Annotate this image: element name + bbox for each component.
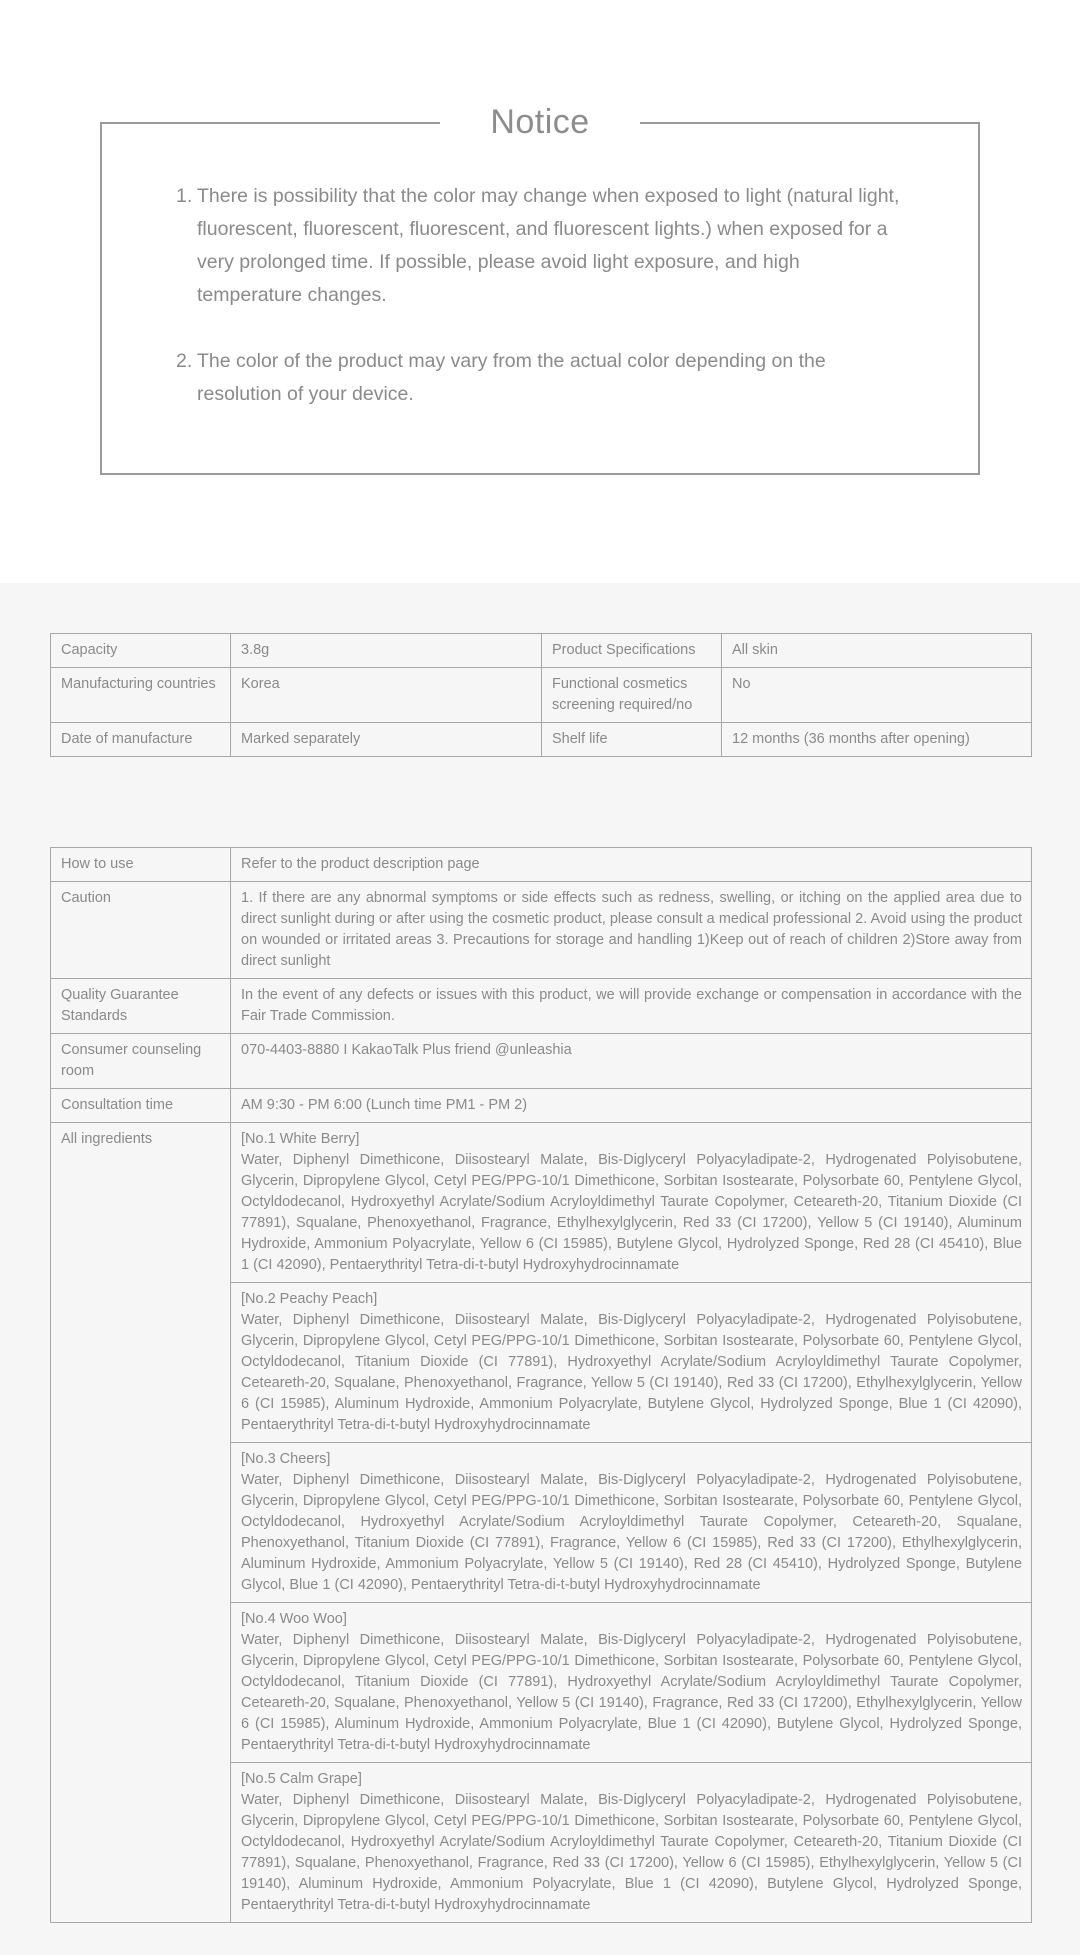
ingredient-cell	[231, 1123, 1032, 1283]
detail-value: Refer to the product description page	[231, 848, 1032, 882]
ingredient-shade-name: [No.1 White Berry]	[241, 1131, 360, 1147]
ingredient-shade-name: [No.4 Woo Woo]	[241, 1611, 347, 1627]
table-row	[51, 1123, 1032, 1283]
detail-label: Caution	[51, 882, 231, 979]
ingredients-label: All ingredients	[51, 1123, 231, 1923]
ingredient-shade-name: [No.5 Calm Grape]	[241, 1771, 362, 1787]
spec-value: No	[722, 668, 1032, 723]
notice-item	[176, 345, 906, 411]
spec-value: All skin	[722, 634, 1032, 668]
detail-label: Consumer counseling room	[51, 1034, 231, 1089]
table-row	[51, 1034, 1032, 1089]
spec-label: Date of manufacture	[51, 723, 231, 757]
table-row	[51, 979, 1032, 1034]
spec-value: Marked separately	[231, 723, 542, 757]
ingredient-cell	[231, 1283, 1032, 1443]
spec-label: Capacity	[51, 634, 231, 668]
table-row	[51, 848, 1032, 882]
notice-item-number: 1.	[176, 185, 193, 207]
notice-item-number: 2.	[176, 350, 193, 372]
detail-label: How to use	[51, 848, 231, 882]
table-row	[51, 634, 1032, 668]
spec-label: Shelf life	[542, 723, 722, 757]
notice-section	[0, 0, 1080, 583]
notice-item	[176, 180, 906, 312]
detail-value: In the event of any defects or issues with this product, we will provide exchange or compensation in accordance with the Fair Trade Commission.	[231, 979, 1032, 1034]
ingredient-cell	[231, 1763, 1032, 1923]
notice-title: Notice	[440, 100, 640, 144]
ingredient-cell	[231, 1443, 1032, 1603]
ingredient-cell	[231, 1603, 1032, 1763]
spec-value: Korea	[231, 668, 542, 723]
spec-value: 3.8g	[231, 634, 542, 668]
ingredient-list: Water, Diphenyl Dimethicone, Diisostearyl Malate, Bis-Diglyceryl Polyacyladipate-2, Hydrogenated Polyisobutene, Glycerin, Dipropylene Glycol, Cetyl PEG/PPG-10/1 Dimethicone, Sorbitan Isostearate, Polysorbate 60, Pentylene Glycol, Octyldodecanol, Titanium Dioxide (CI 77891), Hydroxyethyl Acrylate/Sodium Acryloyldimethyl Taurate Copolymer, Ceteareth-20, Squalane, Phenoxyethanol, Fragrance, Yellow 5 (CI 19140), Red 33 (CI 17200), Ethylhexylglycerin, Yellow 6 (CI 15985), Aluminum Hydroxide, Ammonium Polyacrylate, Butylene Glycol, Hydrolyzed Sponge, Blue 1 (CI 42090), Pentaerythrityl Tetra-di-t-butyl Hydroxyhydrocinnamate	[241, 1312, 1022, 1433]
table-row	[51, 1089, 1032, 1123]
spec-label: Product Specifications	[542, 634, 722, 668]
notice-item-text: The color of the product may vary from the actual color depending on the resolution of your device.	[197, 350, 826, 405]
ingredient-shade-name: [No.2 Peachy Peach]	[241, 1291, 378, 1307]
detail-value: 1. If there are any abnormal symptoms or side effects such as redness, swelling, or itching on the applied area due to direct sunlight during or after using the cosmetic product, please consult a medical professional 2. Avoid using the product on wounded or irritated areas 3. Precautions for storage and handling 1)Keep out of reach of children 2)Store away from direct sunlight	[231, 882, 1032, 979]
ingredient-list: Water, Diphenyl Dimethicone, Diisostearyl Malate, Bis-Diglyceryl Polyacyladipate-2, Hydrogenated Polyisobutene, Glycerin, Dipropylene Glycol, Cetyl PEG/PPG-10/1 Dimethicone, Sorbitan Isostearate, Polysorbate 60, Pentylene Glycol, Octyldodecanol, Titanium Dioxide (CI 77891), Hydroxyethyl Acrylate/Sodium Acryloyldimethyl Taurate Copolymer, Ceteareth-20, Squalane, Phenoxyethanol, Yellow 5 (CI 19140), Fragrance, Red 33 (CI 17200), Ethylhexylglycerin, Yellow 6 (CI 15985), Aluminum Hydroxide, Ammonium Polyacrylate, Blue 1 (CI 42090), Butylene Glycol, Hydrolyzed Sponge, Pentaerythrityl Tetra-di-t-butyl Hydroxyhydrocinnamate	[241, 1632, 1022, 1753]
table-row	[51, 723, 1032, 757]
spec-value: 12 months (36 months after opening)	[722, 723, 1032, 757]
detail-value: AM 9:30 - PM 6:00 (Lunch time PM1 - PM 2)	[231, 1089, 1032, 1123]
detail-label: Quality Guarantee Standards	[51, 979, 231, 1034]
ingredient-list: Water, Diphenyl Dimethicone, Diisostearyl Malate, Bis-Diglyceryl Polyacyladipate-2, Hydrogenated Polyisobutene, Glycerin, Dipropylene Glycol, Cetyl PEG/PPG-10/1 Dimethicone, Sorbitan Isostearate, Polysorbate 60, Pentylene Glycol, Octyldodecanol, Hydroxyethyl Acrylate/Sodium Acryloyldimethyl Taurate Copolymer, Ceteareth-20, Titanium Dioxide (CI 77891), Squalane, Phenoxyethanol, Fragrance, Red 33 (CI 17200), Yellow 6 (CI 15985), Ethylhexylglycerin, Yellow 5 (CI 19140), Aluminum Hydroxide, Ammonium Polyacrylate, Blue 1 (CI 42090), Butylene Glycol, Hydrolyzed Sponge, Pentaerythrityl Tetra-di-t-butyl Hydroxyhydrocinnamate	[241, 1792, 1022, 1913]
table-row	[51, 668, 1032, 723]
info-section	[0, 583, 1080, 1955]
spec-table	[50, 633, 1032, 757]
detail-value: 070-4403-8880 I KakaoTalk Plus friend @unleashia	[231, 1034, 1032, 1089]
ingredient-list: Water, Diphenyl Dimethicone, Diisostearyl Malate, Bis-Diglyceryl Polyacyladipate-2, Hydrogenated Polyisobutene, Glycerin, Dipropylene Glycol, Cetyl PEG/PPG-10/1 Dimethicone, Sorbitan Isostearate, Polysorbate 60, Pentylene Glycol, Octyldodecanol, Hydroxyethyl Acrylate/Sodium Acryloyldimethyl Taurate Copolymer, Ceteareth-20, Titanium Dioxide (CI 77891), Squalane, Phenoxyethanol, Fragrance, Ethylhexylglycerin, Red 33 (CI 17200), Yellow 5 (CI 19140), Aluminum Hydroxide, Ammonium Polyacrylate, Yellow 6 (CI 15985), Butylene Glycol, Hydrolyzed Sponge, Red 28 (CI 45410), Blue 1 (CI 42090), Pentaerythrityl Tetra-di-t-butyl Hydroxyhydrocinnamate	[241, 1152, 1022, 1273]
ingredient-shade-name: [No.3 Cheers]	[241, 1451, 331, 1467]
spec-label: Manufacturing countries	[51, 668, 231, 723]
table-row	[51, 882, 1032, 979]
spec-label: Functional cosmetics screening required/no	[542, 668, 722, 723]
notice-item-text: There is possibility that the color may change when exposed to light (natural light, fluorescent, fluorescent, fluorescent, and fluorescent lights.) when exposed for a very prolonged time. If possible, please avoid light exposure, and high temperature changes.	[197, 185, 900, 306]
detail-table	[50, 847, 1032, 1923]
notice-list	[176, 180, 906, 444]
ingredient-list: Water, Diphenyl Dimethicone, Diisostearyl Malate, Bis-Diglyceryl Polyacyladipate-2, Hydrogenated Polyisobutene, Glycerin, Dipropylene Glycol, Cetyl PEG/PPG-10/1 Dimethicone, Sorbitan Isostearate, Polysorbate 60, Pentylene Glycol, Octyldodecanol, Hydroxyethyl Acrylate/Sodium Acryloyldimethyl Taurate Copolymer, Ceteareth-20, Squalane, Phenoxyethanol, Titanium Dioxide (CI 77891), Fragrance, Yellow 6 (CI 15985), Red 33 (CI 17200), Ethylhexylglycerin, Aluminum Hydroxide, Ammonium Polyacrylate, Yellow 5 (CI 19140), Red 28 (CI 45410), Hydrolyzed Sponge, Butylene Glycol, Blue 1 (CI 42090), Pentaerythrityl Tetra-di-t-butyl Hydroxyhydrocinnamate	[241, 1472, 1022, 1593]
detail-label: Consultation time	[51, 1089, 231, 1123]
